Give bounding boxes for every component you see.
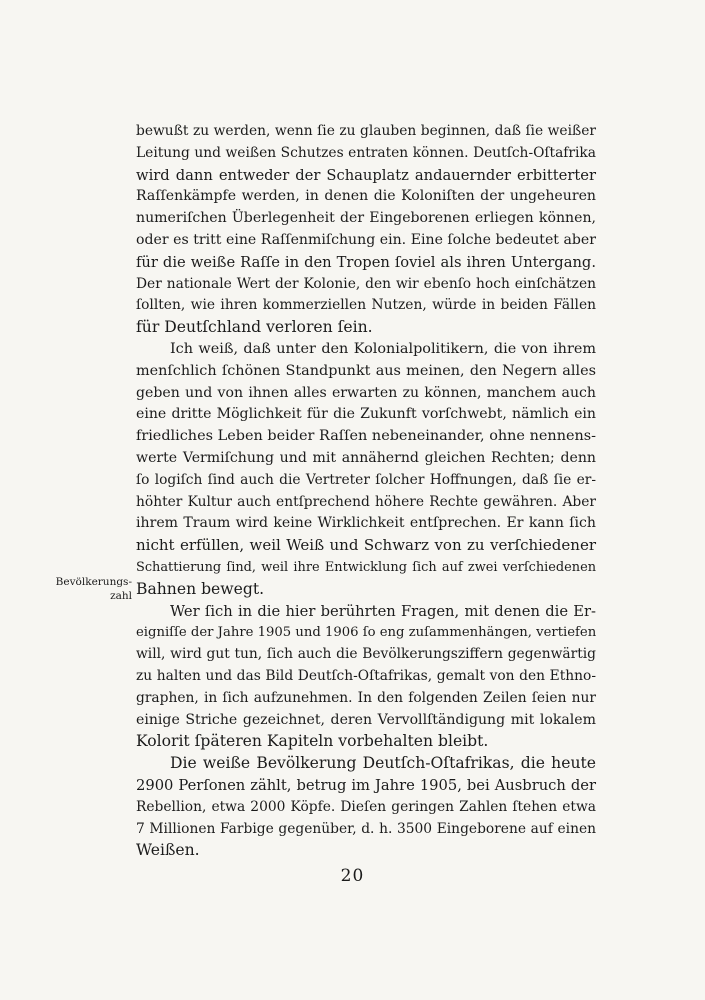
text-line: Ich weiß, daß unter den Kolonialpolitikern, die von ihrem <box>170 340 596 357</box>
text-line: geben und von ihnen alles erwarten zu können, manchem auch <box>136 384 596 401</box>
text-line: eine dritte Möglichkeit für die Zukunft vorſchwebt, nämlich ein <box>136 406 596 423</box>
text-line: bewußt zu werden, wenn ſie zu glauben beginnen, daß ſie weißer <box>136 123 596 139</box>
text-line: werte Vermiſchung und mit annähernd gleichen Rechten; denn <box>136 449 596 466</box>
text-line: Leitung und weißen Schutzes entraten können. Deutſch-Oſtafrika <box>136 144 596 161</box>
margin-note <box>32 575 132 603</box>
text-line: ſo logiſch ſind auch die Vertreter ſolcher Hoffnungen, daß ſie er- <box>136 471 596 488</box>
text-line: 7 Millionen Farbige gegenüber, d. h. 3500 Eingeborene auf einen <box>136 820 596 837</box>
text-line: eigniſſe der Jahre 1905 und 1906 ſo eng zuſammenhängen, vertiefen <box>136 625 597 641</box>
text-line: 2900 Perſonen zählt, betrug im Jahre 1905, bei Ausbruch der <box>136 776 596 794</box>
text-line: zu halten und das Bild Deutſch-Oſtafrikas, gemalt von den Ethno- <box>136 667 596 684</box>
text-line: wird dann entweder der Schauplatz andauernder erbitterter <box>136 166 596 184</box>
text-line: oder es tritt eine Raſſenmiſchung ein. Eine ſolche bedeutet aber <box>136 231 596 248</box>
margin-note-line-1: Bevölkerungs- <box>55 576 132 588</box>
body-text <box>136 121 596 862</box>
text-line: ſollten, wie ihren kommerziellen Nutzen, würde in beiden Fällen <box>136 297 596 314</box>
page-number: 20 <box>340 866 365 886</box>
text-line: numeriſchen Überlegenheit der Eingeborenen erliegen können, <box>136 210 596 227</box>
text-line: für Deutſchland verloren ſein. <box>136 318 373 337</box>
text-line: Schattierung ſind, weil ihre Entwicklung ſich auf zwei verſchiedenen <box>136 559 596 575</box>
text-line: einige Striche gezeichnet, deren Vervollſtändigung mit lokalem <box>136 711 596 728</box>
text-line: Rebellion, etwa 2000 Köpfe. Dieſen geringen Zahlen ſtehen etwa <box>136 798 596 815</box>
text-line: höhter Kultur auch entſprechend höhere Rechte gewähren. Aber <box>136 493 596 510</box>
text-line: Die weiße Bevölkerung Deutſch-Oſtafrikas, die heute <box>170 754 596 773</box>
margin-note-line-2: zahl <box>110 590 132 602</box>
text-line: Kolorit ſpäteren Kapiteln vorbehalten bleibt. <box>136 732 489 751</box>
text-line: Wer ſich in die hier berührten Fragen, mit denen die Er- <box>170 602 596 620</box>
text-line: graphen, in ſich aufzunehmen. In den folgenden Zeilen ſeien nur <box>136 689 596 706</box>
text-line: Weißen. <box>136 841 200 860</box>
text-line: will, wird gut tun, ſich auch die Bevölkerungsziffern gegenwärtig <box>136 646 596 663</box>
text-line: Der nationale Wert der Kolonie, den wir ebenſo hoch einſchätzen <box>136 275 596 292</box>
text-line: ihrem Traum wird keine Wirklichkeit entſprechen. Er kann ſich <box>136 515 596 532</box>
text-line: für die weiße Raſſe in den Tropen ſoviel als ihren Untergang. <box>136 253 596 271</box>
text-line: Raſſenkämpfe werden, in denen die Koloniſten der ungeheuren <box>136 188 596 205</box>
text-line: nicht erfüllen, weil Weiß und Schwarz von zu verſchiedener <box>136 536 596 555</box>
text-line: menſchlich ſchönen Standpunkt aus meinen, den Negern alles <box>136 362 596 379</box>
text-line: Bahnen bewegt. <box>136 579 265 598</box>
text-line: friedliches Leben beider Raſſen nebeneinander, ohne nennens- <box>136 428 596 445</box>
